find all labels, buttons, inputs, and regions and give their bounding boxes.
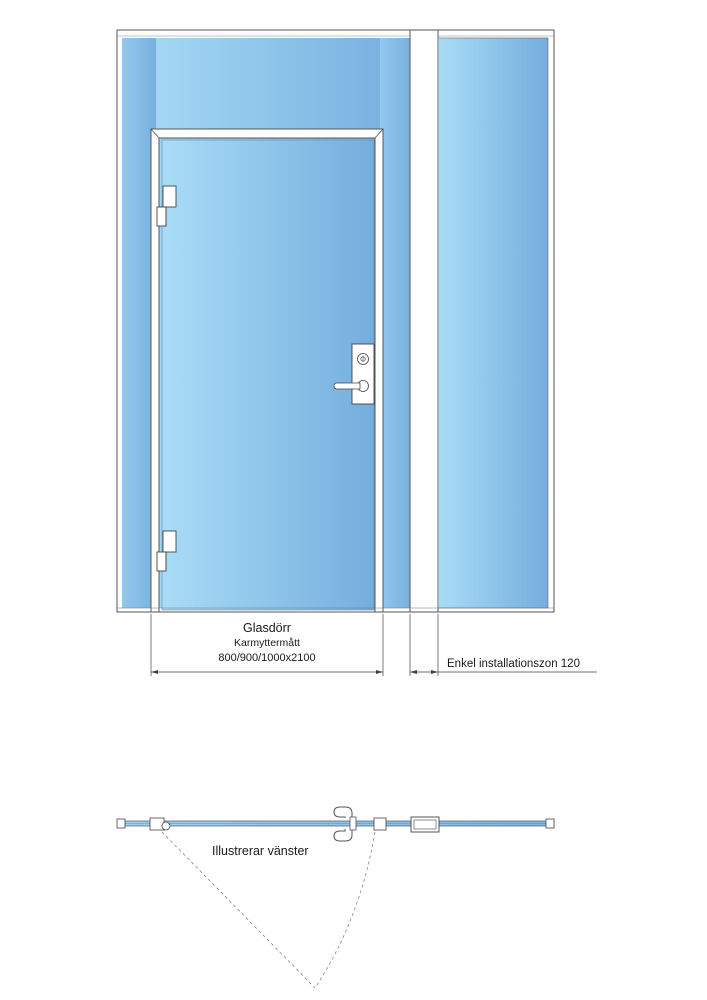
lock-cylinder-icon — [352, 344, 374, 404]
hinge-side-note: Illustrerar vänster — [212, 844, 309, 858]
right-fixed-glass — [438, 38, 548, 608]
installation-post — [410, 30, 438, 612]
dimensions — [151, 614, 597, 676]
door-leaf-glass[interactable] — [162, 140, 374, 610]
door-sizes-label: 800/900/1000x2100 — [218, 652, 316, 664]
install-zone-label: Enkel installationszon 120 — [447, 658, 580, 670]
plan-view — [117, 807, 554, 988]
plan-installation-post — [411, 817, 439, 832]
door-subtitle-label: Karmyttermått — [234, 637, 300, 649]
hinge-icon — [162, 822, 170, 830]
door-title-label: Glasdörr — [243, 621, 291, 635]
elevation-view — [117, 30, 554, 612]
